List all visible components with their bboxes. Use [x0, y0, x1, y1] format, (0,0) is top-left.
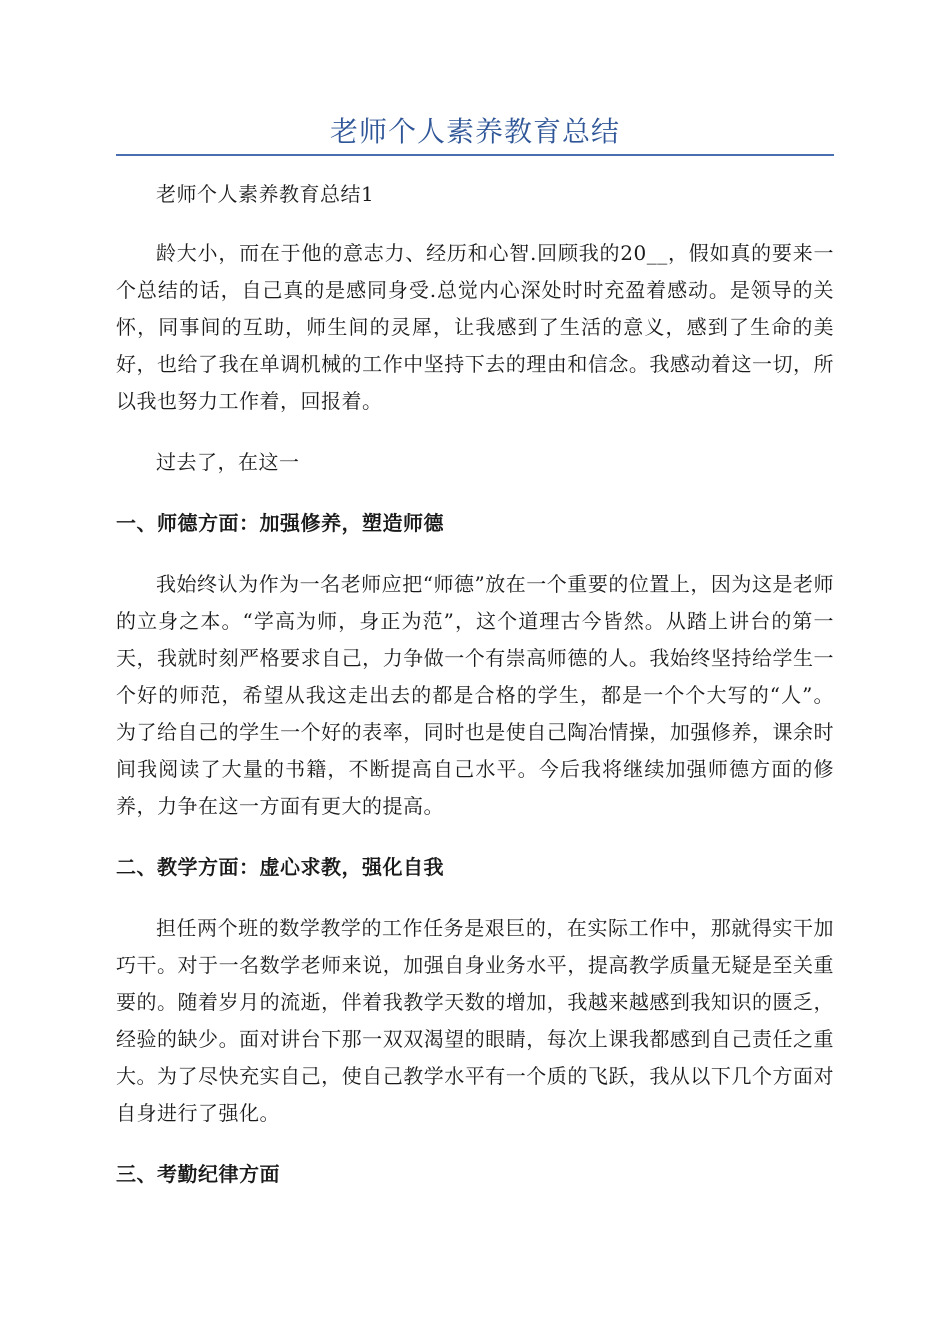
section-heading: 三、考勤纪律方面 — [116, 1162, 280, 1186]
title-underline — [116, 154, 834, 156]
intro-paragraph: 过去了，在这一 — [156, 450, 300, 474]
document-body — [116, 176, 834, 1217]
section-heading: 一、师德方面：加强修养，塑造师德 — [116, 511, 444, 535]
document-title: 老师个人素养教育总结 — [329, 115, 620, 148]
section-heading: 二、教学方面：虚心求教，强化自我 — [116, 855, 444, 879]
document-subtitle: 老师个人素养教育总结1 — [156, 182, 375, 206]
intro-paragraph: 龄大小，而在于他的意志力、经历和心智.回顾我的20__，假如真的要来一个总结的话，自己真的是感同身受.总觉内心深处时时充盈着感动。是领导的关怀，同事间的互助，师生间的灵犀，让我感到了生活的意义，感到了生命的美好，也给了我在单调机械的工作中坚持下去的理由和信念。我感动着这一切，所以我也努力工作着，回报着。 — [116, 241, 834, 413]
section-paragraph: 我始终认为作为一名老师应把“师德”放在一个重要的位置上，因为这是老师的立身之本。“学高为师，身正为范”，这个道理古今皆然。从踏上讲台的第一天，我就时刻严格要求自己，力争做一个有崇高师德的人。我始终坚持给学生一个好的师范，希望从我这走出去的都是合格的学生，都是一个个大写的“人”。为了给自己的学生一个好的表率，同时也是使自己陶冶情操，加强修养，课余时间我阅读了大量的书籍，不断提高自己水平。今后我将继续加强师德方面的修养，力争在这一方面有更大的提高。 — [116, 572, 834, 818]
section-paragraph: 担任两个班的数学教学的工作任务是艰巨的，在实际工作中，那就得实干加巧干。对于一名数学老师来说，加强自身业务水平，提高教学质量无疑是至关重要的。随着岁月的流逝，伴着我教学天数的增加，我越来越感到我知识的匮乏，经验的缺少。面对讲台下那一双双渴望的眼睛，每次上课我都感到自己责任之重大。为了尽快充实自己，使自己教学水平有一个质的飞跃，我从以下几个方面对自身进行了强化。 — [116, 916, 834, 1125]
